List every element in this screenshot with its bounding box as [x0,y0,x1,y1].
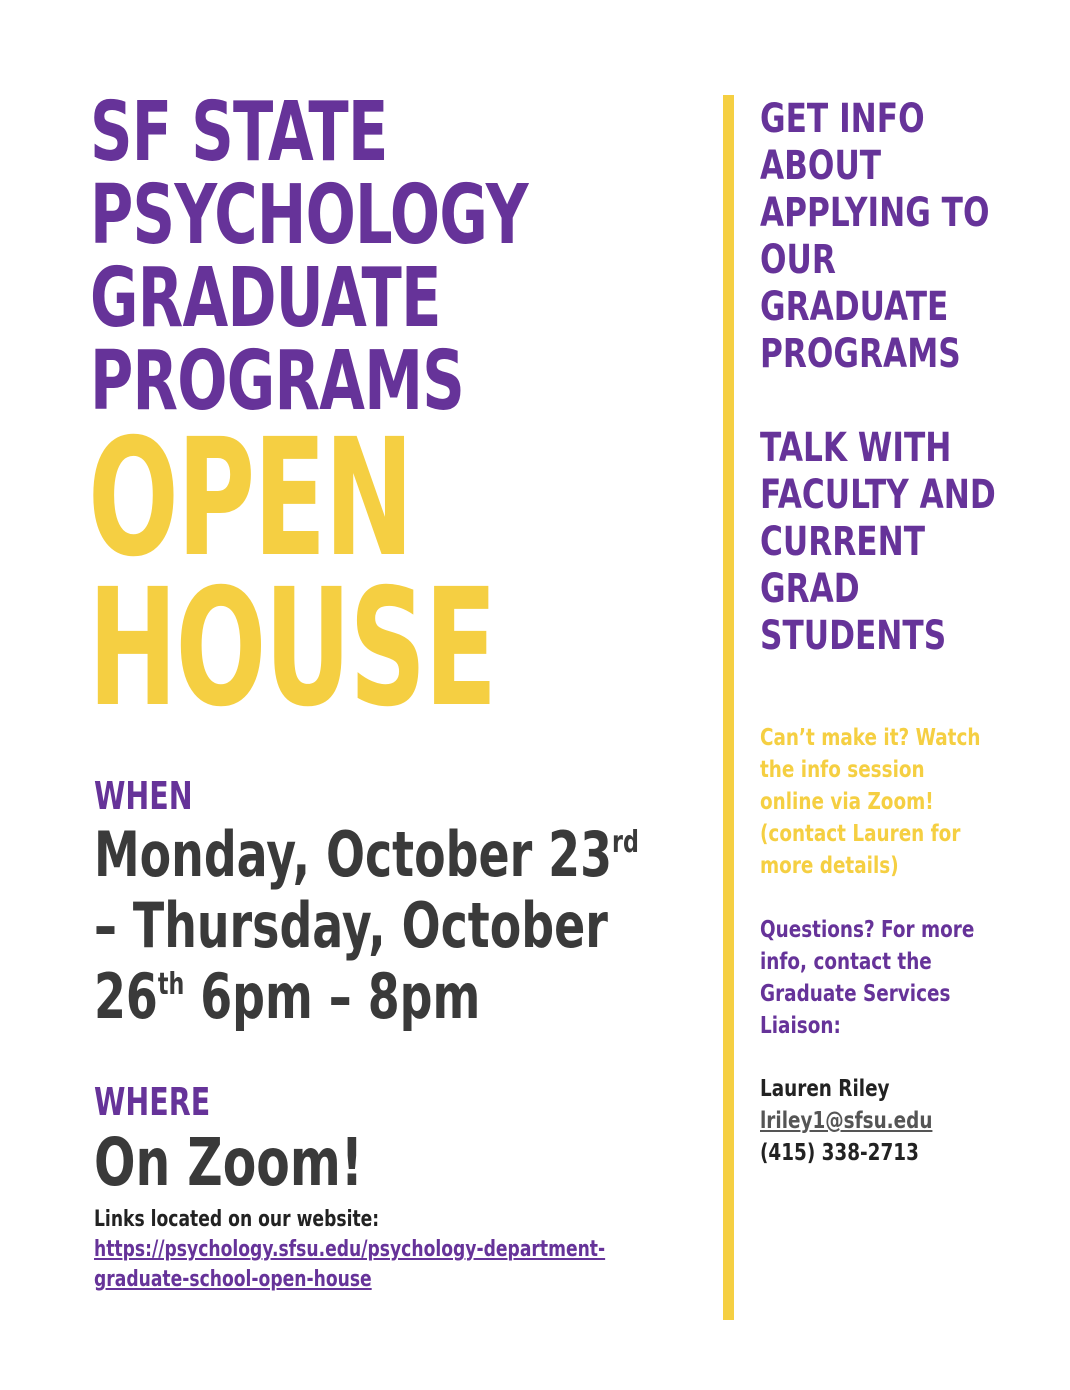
title-line-3: GRADUATE [90,251,441,346]
when-label: WHEN [94,774,193,818]
talk-line-2: FACULTY AND [760,472,996,518]
cant-make-line-5: more details) [760,853,899,879]
website-link-line-1[interactable]: https://psychology.sfsu.edu/psychology-department- [94,1237,606,1262]
date-line-1-sup: rd [612,825,639,860]
questions-line-4: Liaison: [760,1013,841,1039]
info-line-5: GRADUATE [760,284,949,330]
info-line-3: APPLYING TO [760,190,990,236]
date-line-3-num: 26 [94,960,158,1033]
talk-line-5: STUDENTS [760,613,947,659]
where-value: On Zoom! [94,1124,363,1201]
links-intro: Links located on our website: [94,1207,380,1232]
date-line-3-sup: th [157,967,185,1002]
where-label: WHERE [94,1080,211,1124]
talk-line-4: GRAD [760,566,860,612]
cant-make-line-1: Can’t make it? Watch [760,725,981,751]
info-line-4: OUR [760,237,836,283]
info-line-1: GET INFO [760,96,925,142]
date-line-2: – Thursday, October [94,889,608,962]
website-link-line-2[interactable]: graduate-school-open-house [94,1267,372,1292]
headline-house: HOUSE [88,555,496,743]
title-line-4: PROGRAMS [90,334,465,429]
contact-email-link[interactable]: lriley1@sfsu.edu [760,1108,933,1134]
title-line-1: SF STATE [90,85,388,180]
questions-line-1: Questions? For more [760,917,975,943]
questions-line-2: info, contact the [760,949,932,975]
date-line-3 [94,960,481,1033]
questions-line-3: Graduate Services [760,981,951,1007]
info-line-6: PROGRAMS [760,331,961,377]
headline-open: OPEN [88,405,412,593]
contact-phone: (415) 338-2713 [760,1140,919,1166]
date-line-3-rest: 6pm – 8pm [184,960,481,1033]
date-line-1 [94,818,639,891]
title-line-2: PSYCHOLOGY [90,168,528,263]
talk-line-3: CURRENT [760,519,925,565]
vertical-divider [723,95,734,1320]
cant-make-line-3: online via Zoom! [760,789,934,815]
info-line-2: ABOUT [760,143,882,189]
contact-name: Lauren Riley [760,1076,890,1102]
date-line-1-text: Monday, October 23 [94,818,613,891]
talk-line-1: TALK WITH [760,425,952,471]
cant-make-line-4: (contact Lauren for [760,821,961,847]
cant-make-line-2: the info session [760,757,925,783]
